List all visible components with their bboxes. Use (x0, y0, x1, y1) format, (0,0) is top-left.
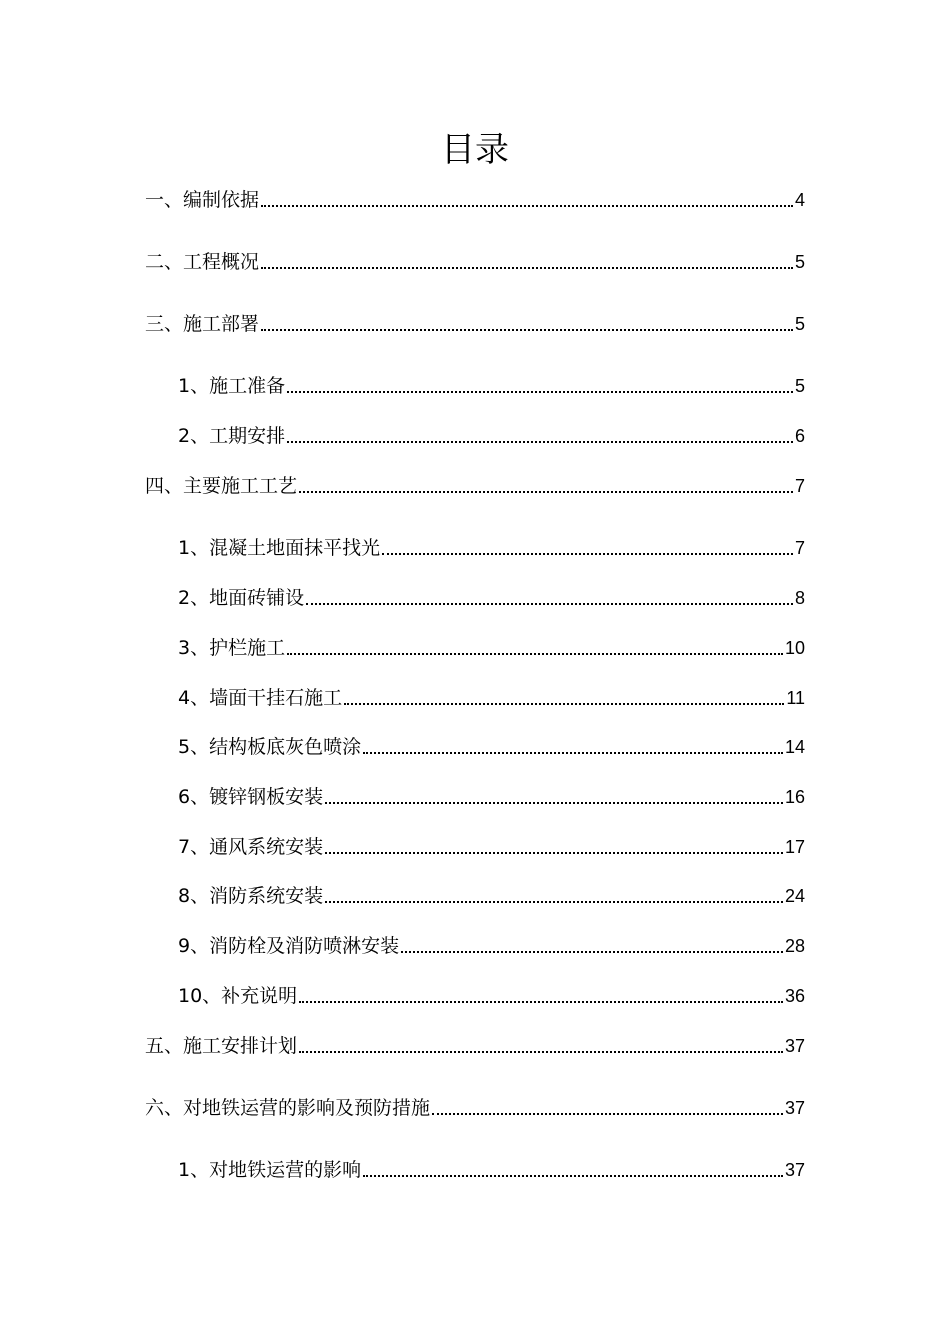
toc-entry-label: 10、补充说明 (178, 985, 298, 1007)
toc-dot-leader (382, 553, 793, 555)
toc-entry-page-number: 17 (784, 837, 805, 857)
toc-entry-page-number: 7 (794, 476, 805, 496)
toc-entry-section-4-7[interactable] (178, 833, 805, 861)
toc-entry-page-number: 4 (794, 190, 805, 210)
toc-entry-label: 二、工程概况 (145, 251, 260, 273)
toc-entry-label: 4、墙面干挂石施工 (178, 687, 343, 709)
toc-entry-page-number: 5 (794, 314, 805, 334)
toc-dot-leader (287, 441, 793, 443)
toc-entry-label: 三、施工部署 (145, 313, 260, 335)
toc-entry-page-number: 11 (786, 688, 805, 708)
toc-entry-page-number: 37 (784, 1036, 805, 1056)
toc-dot-leader (261, 205, 793, 207)
toc-entry-page-number: 6 (794, 426, 805, 446)
toc-dot-leader (432, 1113, 783, 1115)
toc-entry-section-6-1[interactable] (178, 1156, 805, 1184)
toc-entry-label: 5、结构板底灰色喷涂 (178, 736, 362, 758)
toc-entry-label: 2、地面砖铺设 (178, 587, 305, 609)
toc-dot-leader (299, 491, 793, 493)
toc-dot-leader (261, 329, 793, 331)
toc-entry-label: 六、对地铁运营的影响及预防措施 (145, 1097, 431, 1119)
toc-dot-leader (299, 1051, 783, 1053)
toc-entry-label: 2、工期安排 (178, 425, 286, 447)
toc-dot-leader (287, 391, 793, 393)
toc-entry-page-number: 37 (784, 1098, 805, 1118)
toc-entry-section-1[interactable] (145, 186, 805, 214)
toc-entry-label: 8、消防系统安装 (178, 885, 324, 907)
toc-dot-leader (261, 267, 793, 269)
toc-entry-page-number: 37 (784, 1160, 805, 1180)
toc-entry-section-4-8[interactable] (178, 882, 805, 910)
toc-entry-section-4-5[interactable] (178, 733, 805, 761)
toc-dot-leader (344, 703, 784, 705)
toc-entry-page-number: 7 (794, 538, 805, 558)
toc-entry-section-3-1[interactable] (178, 372, 805, 400)
toc-entry-section-4-6[interactable] (178, 783, 805, 811)
toc-dot-leader (325, 802, 783, 804)
toc-entry-section-3[interactable] (145, 310, 805, 338)
toc-entry-page-number: 24 (784, 886, 805, 906)
toc-entry-label: 五、施工安排计划 (145, 1035, 298, 1057)
toc-entry-page-number: 14 (784, 737, 805, 757)
toc-entry-section-4-9[interactable] (178, 932, 805, 960)
toc-entry-section-4-1[interactable] (178, 534, 805, 562)
page-title: 目录 (441, 130, 509, 170)
toc-dot-leader (306, 603, 793, 605)
toc-dot-leader (401, 951, 783, 953)
toc-dot-leader (325, 852, 783, 854)
toc-dot-leader (287, 653, 783, 655)
toc-entry-label: 9、消防栓及消防喷淋安装 (178, 935, 400, 957)
toc-dot-leader (325, 901, 783, 903)
toc-entry-label: 四、主要施工工艺 (145, 475, 298, 497)
toc-dot-leader (363, 1175, 783, 1177)
toc-entry-page-number: 5 (794, 376, 805, 396)
toc-entry-section-4-3[interactable] (178, 634, 805, 662)
toc-entry-page-number: 5 (794, 252, 805, 272)
toc-entry-page-number: 28 (784, 936, 805, 956)
toc-entry-page-number: 8 (794, 588, 805, 608)
toc-entry-section-4-2[interactable] (178, 584, 805, 612)
toc-entry-page-number: 10 (784, 638, 805, 658)
toc-entry-label: 6、镀锌钢板安装 (178, 786, 324, 808)
toc-entry-label: 1、施工准备 (178, 375, 286, 397)
toc-entry-section-4-10[interactable] (178, 982, 805, 1010)
toc-entry-section-4[interactable] (145, 472, 805, 500)
toc-entry-label: 7、通风系统安装 (178, 836, 324, 858)
toc-entry-section-5[interactable] (145, 1032, 805, 1060)
toc-dot-leader (363, 752, 783, 754)
toc-entry-section-6[interactable] (145, 1094, 805, 1122)
toc-entry-label: 1、对地铁运营的影响 (178, 1159, 362, 1181)
toc-entry-label: 3、护栏施工 (178, 637, 286, 659)
toc-dot-leader (299, 1001, 783, 1003)
toc-entry-section-4-4[interactable] (178, 684, 805, 712)
toc-entry-page-number: 36 (784, 986, 805, 1006)
toc-entry-page-number: 16 (784, 787, 805, 807)
toc-entry-label: 一、编制依据 (145, 189, 260, 211)
toc-entry-section-2[interactable] (145, 248, 805, 276)
toc-entry-section-3-2[interactable] (178, 422, 805, 450)
toc-entry-label: 1、混凝土地面抹平找光 (178, 537, 381, 559)
